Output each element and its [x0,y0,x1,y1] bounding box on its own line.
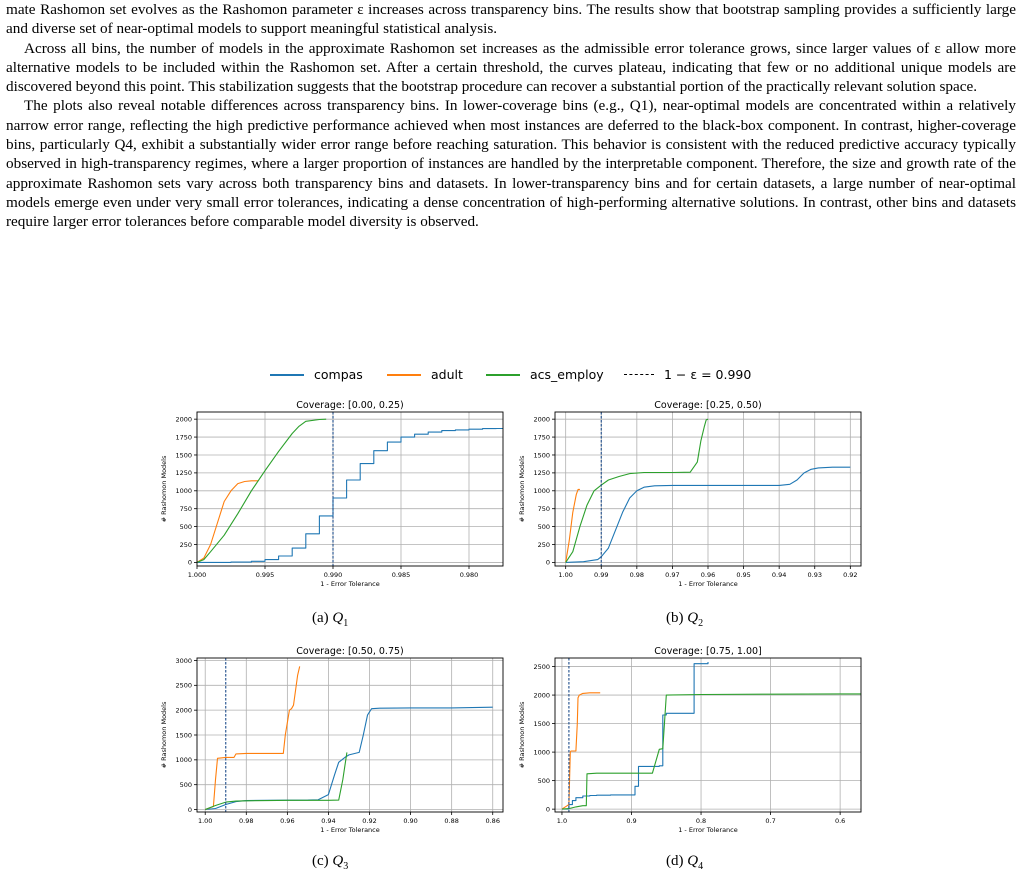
y-tick-label: 1500 [175,451,192,460]
series-line-compas [562,662,708,809]
chart-q2 [513,398,868,598]
caption-c-symbol: Q [332,853,344,869]
series-line-adult [205,666,300,809]
x-tick-label: 0.95 [736,571,751,579]
caption-c-sub: 3 [343,861,349,872]
caption-a-label: (a) [312,610,329,626]
caption-a [312,610,348,629]
y-tick-label: 2000 [175,706,192,715]
caption-d-label: (d) [666,853,684,869]
legend-acs-employ-label: acs_employ [530,367,604,382]
x-tick-label: 0.98 [629,571,645,579]
x-tick-label: 0.985 [391,571,411,579]
chart-title: Coverage: [0.50, 0.75) [296,646,404,657]
y-tick-label: 2500 [533,662,550,671]
chart-q1 [155,398,510,598]
paragraph-2: Across all bins, the number of models in the approximate Rashomon set increases as the admissible error tolerance grows, since larger values of ε allow more alternative models to be included within the Rashomon set. After a certain threshold, the curves plateau, indicating that few or no additional unique models are discovered beyond this point. This stabilization suggests that the bootstrap procedure can recover a substantial portion of the practically relevant solution space. [6,39,1016,96]
y-tick-label: 0 [187,805,192,814]
x-axis-label: 1 - Error Tolerance [320,580,380,588]
y-tick-label: 500 [179,780,192,789]
x-tick-label: 0.995 [255,571,275,579]
y-tick-label: 2000 [175,415,192,424]
x-tick-label: 1.00 [197,817,213,825]
x-tick-label: 0.86 [485,817,500,825]
y-tick-label: 750 [179,504,192,513]
x-tick-label: 0.7 [765,817,776,825]
x-tick-label: 0.88 [444,817,459,825]
chart-q4 [513,644,868,844]
y-tick-label: 1000 [175,756,192,765]
x-tick-label: 0.94 [771,571,787,579]
x-tick-label: 0.8 [695,817,707,825]
legend-adult-label: adult [431,367,463,382]
y-axis-label: # Rashomon Models [518,455,526,523]
legend-acs-employ [486,367,604,382]
y-tick-label: 750 [537,504,550,513]
chart-title: Coverage: [0.75, 1.00] [654,646,762,657]
x-axis-label: 1 - Error Tolerance [678,580,738,588]
x-tick-label: 0.92 [362,817,377,825]
body-text [6,0,1016,232]
y-tick-label: 2500 [175,681,192,690]
legend-compas [270,367,363,382]
x-tick-label: 0.6 [834,817,846,825]
series-line-acs-employ [205,752,347,809]
caption-a-sub: 1 [343,618,349,629]
caption-d [666,853,703,872]
y-axis-label: # Rashomon Models [160,701,168,769]
series-line-acs-employ [562,694,861,809]
y-axis-label: # Rashomon Models [518,701,526,769]
x-tick-label: 1.00 [558,571,573,579]
x-tick-label: 1.000 [187,571,207,579]
legend-threshold-swatch [624,374,654,375]
y-tick-label: 250 [179,540,192,549]
x-tick-label: 0.94 [321,817,336,825]
x-tick-label: 0.96 [700,571,716,579]
legend-acs-employ-swatch [486,374,520,376]
caption-b-label: (b) [666,610,684,626]
y-tick-label: 0 [187,558,192,567]
y-tick-label: 250 [537,540,550,549]
x-tick-label: 0.98 [239,817,254,825]
legend-threshold [624,367,751,382]
plot-frame [555,658,861,812]
y-tick-label: 2000 [533,415,550,424]
x-tick-label: 0.96 [280,817,295,825]
legend-compas-label: compas [314,367,363,382]
y-tick-label: 3000 [175,656,192,665]
y-tick-label: 2000 [533,691,550,700]
x-axis-label: 1 - Error Tolerance [678,826,738,834]
y-tick-label: 0 [545,558,550,567]
y-axis-label: # Rashomon Models [160,455,168,523]
y-tick-label: 1000 [533,487,550,496]
caption-d-symbol: Q [687,853,699,869]
chart-q3 [155,644,510,844]
y-tick-label: 500 [179,522,192,531]
x-tick-label: 0.990 [323,571,343,579]
y-tick-label: 1750 [175,433,192,442]
series-line-compas [197,429,503,563]
plot-frame [197,412,503,566]
y-tick-label: 1000 [533,748,550,757]
legend-adult-swatch [387,374,421,376]
legend-adult [387,367,463,382]
legend-compas-swatch [270,374,304,376]
series-line-compas [205,707,493,809]
series-line-adult [562,693,600,809]
x-tick-label: 0.980 [459,571,479,579]
x-tick-label: 0.9 [626,817,637,825]
y-tick-label: 1500 [175,731,192,740]
legend-threshold-label: 1 − ε = 0.990 [664,367,752,382]
y-tick-label: 500 [537,522,550,531]
y-tick-label: 1250 [175,469,192,478]
y-tick-label: 0 [545,805,550,814]
y-tick-label: 1500 [533,451,550,460]
y-tick-label: 1000 [175,487,192,496]
x-axis-label: 1 - Error Tolerance [320,826,380,834]
x-tick-label: 0.97 [665,571,680,579]
caption-b-symbol: Q [687,610,699,626]
caption-b [666,610,703,629]
caption-a-symbol: Q [332,610,344,626]
x-tick-label: 0.99 [594,571,609,579]
caption-d-sub: 4 [698,861,704,872]
y-tick-label: 500 [537,776,550,785]
x-tick-label: 0.90 [403,817,418,825]
caption-b-sub: 2 [698,618,704,629]
x-tick-label: 1.0 [556,817,568,825]
caption-c-label: (c) [312,853,329,869]
series-line-adult [197,481,258,563]
x-tick-label: 0.93 [807,571,822,579]
x-tick-label: 0.92 [843,571,858,579]
chart-title: Coverage: [0.00, 0.25) [296,400,404,411]
caption-c [312,853,348,872]
paragraph-3: The plots also reveal notable differences across transparency bins. In lower-coverage bins (e.g., Q1), near-optimal models are concentrated within a relatively narrow error range, reflecting the high predictive performance achieved when most instances are deferred to the black-box component. In contrast, higher-coverage bins, particularly Q4, exhibit a substantially wider error range before reaching saturation. This behavior is consistent with the reduced predictive accuracy typically observed in high-transparency regimes, where a larger proportion of instances are handled by the interpretable component. Therefore, the size and growth rate of the approximate Rashomon sets vary across both transparency bins and datasets. In lower-transparency bins and for certain datasets, a large number of near-optimal models emerge even under very small error tolerances, indicating a dense concentration of high-performing alternative solutions. In contrast, other bins and datasets require larger error tolerances before comparable model diversity is observed. [6,97,1016,231]
y-tick-label: 1500 [533,719,550,728]
y-tick-label: 1750 [533,433,550,442]
y-tick-label: 1250 [533,469,550,478]
chart-title: Coverage: [0.25, 0.50) [654,400,762,411]
paragraph-1: mate Rashomon set evolves as the Rashomon parameter ε increases across transparency bins. The results show that bootstrap sampling provides a sufficiently large and diverse set of near-optimal models to support meaningful statistical analysis. [6,1,1016,38]
